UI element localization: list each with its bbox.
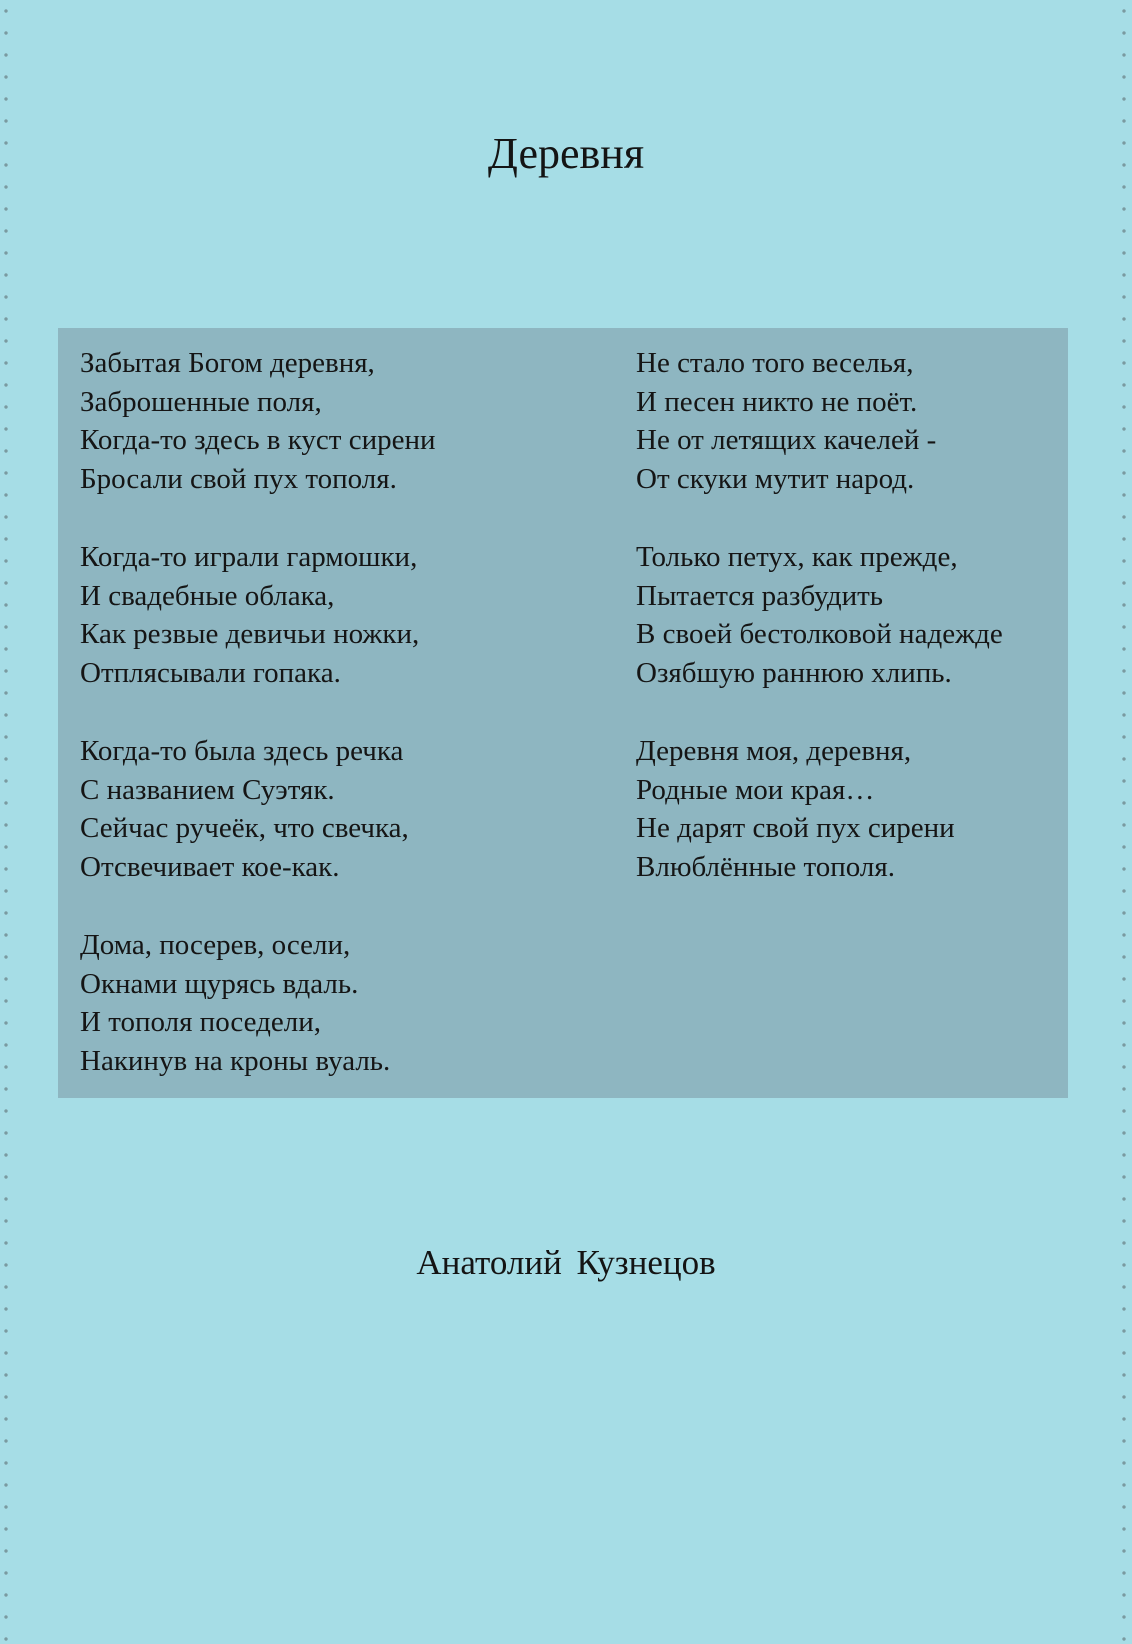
poem-line: Только петух, как прежде, — [636, 541, 958, 573]
perforation-edge-right — [1120, 0, 1128, 1644]
poem-line: Окнами щурясь вдаль. — [80, 967, 359, 1000]
poem-line: Деревня моя, деревня, — [636, 735, 912, 767]
poem-line: Дома, посерев, осели, — [80, 929, 351, 961]
stanza — [80, 926, 530, 1080]
stanza — [636, 732, 1056, 886]
poem-line: В своей бестолковой надежде — [636, 618, 1003, 650]
poem-line: Заброшенные поля, — [80, 385, 322, 418]
poem-line: Бросали свой пух тополя. — [80, 462, 397, 495]
poem-line: Влюблённые тополя. — [636, 850, 895, 883]
poem-line: Пытается разбудить — [636, 579, 884, 612]
poem-line: Не стало того веселья, — [636, 347, 914, 379]
poem-line: От скуки мутит народ. — [636, 462, 915, 495]
poem-block — [58, 328, 1068, 1098]
poem-line: Сейчас ручеёк, что свечка, — [80, 812, 409, 844]
poem-line: И свадебные облака, — [80, 579, 335, 612]
poem-title: Деревня — [487, 129, 645, 178]
stanza — [80, 344, 530, 498]
poem-line: Забытая Богом деревня, — [80, 347, 375, 379]
poem-column-right — [636, 344, 1056, 926]
poem-line: Родные мои края… — [636, 773, 875, 806]
stanza — [636, 538, 1056, 692]
poem-line: Когда-то здесь в куст сирени — [80, 424, 436, 456]
poem-line: Озябшую раннюю хлипь. — [636, 656, 952, 689]
poem-line: Как резвые девичьи ножки, — [80, 618, 420, 650]
poem-line: И песен никто не поёт. — [636, 385, 918, 418]
poem-line: Отплясывали гопака. — [80, 656, 341, 689]
stanza — [636, 344, 1056, 498]
poem-column-left — [80, 344, 530, 1120]
poem-line: Когда-то играли гармошки, — [80, 541, 418, 573]
poem-line: Не от летящих качелей - — [636, 424, 937, 456]
poem-line: Когда-то была здесь речка — [80, 735, 404, 767]
author-name: Анатолий Кузнецов — [416, 1243, 716, 1282]
poem-line: И тополя поседели, — [80, 1006, 322, 1038]
poem-line: С названием Суэтяк. — [80, 773, 335, 806]
perforation-edge-left — [2, 0, 10, 1644]
poem-line: Накинув на кроны вуаль. — [80, 1044, 391, 1077]
stanza — [80, 538, 530, 692]
poem-line: Не дарят свой пух сирени — [636, 812, 955, 844]
poem-line: Отсвечивает кое-как. — [80, 850, 340, 883]
stanza — [80, 732, 530, 886]
